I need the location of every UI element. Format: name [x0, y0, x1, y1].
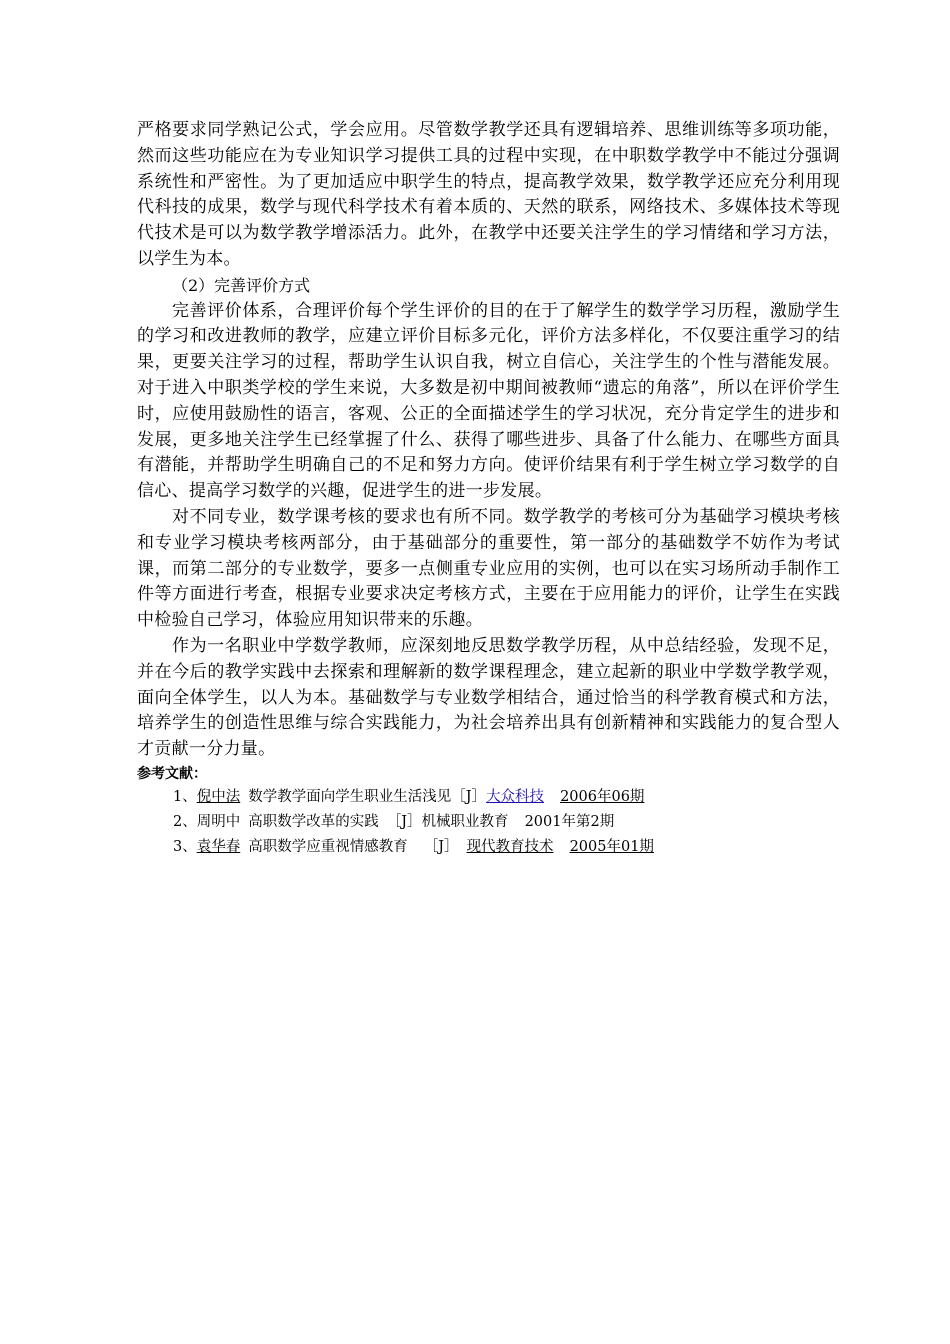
body-paragraph-3: 对不同专业，数学课考核的要求也有所不同。数学教学的考核可分为基础学习模块考核和专业学习模块考核两部分，由于基础部分的重要性，第一部分的基础数学不妨作为考试课，而第二部分的专业数学，要多一点侧重专业应用的实例，也可以在实习场所动手制作工件等方面进行考查，根据专业要求决定考核方式，主要在于应用能力的评价，让学生在实践中检验自己学习，体验应用知识带来的乐趣。 — [137, 506, 840, 631]
reference-type: ［J］ — [451, 788, 487, 805]
reference-title: 数学教学面向学生职业生活浅见 — [248, 788, 452, 805]
reference-journal-link[interactable]: 大众科技 — [486, 788, 545, 805]
reference-number: 3、 — [173, 838, 197, 855]
reference-item-3 — [137, 835, 840, 860]
reference-journal-link[interactable]: 现代教育技术 — [466, 838, 554, 855]
reference-author-link[interactable]: 袁华春 — [196, 838, 241, 855]
reference-title: 高职数学改革的实践 — [248, 813, 379, 830]
reference-number: 2、 — [173, 813, 197, 830]
reference-date-link[interactable]: 2006年06期 — [560, 788, 645, 805]
references-title: 参考文献： — [137, 765, 207, 782]
reference-item-2 — [137, 810, 840, 835]
body-paragraph-4: 作为一名职业中学数学教师，应深刻地反思数学教学历程，从中总结经验，发现不足，并在今后的教学实践中去探索和理解新的数学课程理念，建立起新的职业中学数学教学观，面向全体学生，以人为本。基础数学与专业数学相结合，通过恰当的科学教育模式和方法，培养学生的创造性思维与综合实践能力，为社会培养出具有创新精神和实践能力的复合型人才贡献一分力量。 — [137, 635, 840, 760]
reference-date: 2001年第2期 — [524, 813, 615, 830]
reference-journal: 机械职业教育 — [421, 813, 509, 830]
document-page — [137, 118, 840, 860]
reference-author: 周明中 — [196, 813, 241, 830]
references-list — [137, 785, 840, 860]
section-subheading: （2）完善评价方式 — [172, 275, 311, 295]
reference-type: ［J］ — [386, 813, 422, 830]
reference-type: ［J］ — [423, 838, 459, 855]
reference-item-1 — [137, 785, 840, 810]
reference-author-link[interactable]: 倪中法 — [196, 788, 241, 805]
reference-title: 高职数学应重视情感教育 — [248, 838, 408, 855]
reference-number: 1、 — [173, 788, 197, 805]
reference-date-link[interactable]: 2005年01期 — [569, 838, 654, 855]
body-paragraph-2: 完善评价体系，合理评价每个学生评价的目的在于了解学生的数学学习历程，激励学生的学习和改进教师的教学，应建立评价目标多元化，评价方法多样化，不仅要注重学习的结果，更要关注学习的过程，帮助学生认识自我，树立自信心，关注学生的个性与潜能发展。对于进入中职类学校的学生来说，大多数是初中期间被教师“遗忘的角落”，所以在评价学生时，应使用鼓励性的语言，客观、公正的全面描述学生的学习状况，充分肯定学生的进步和发展，更多地关注学生已经掌握了什么、获得了哪些进步、具备了什么能力、在哪些方面具有潜能，并帮助学生明确自己的不足和努力方向。使评价结果有利于学生树立学习数学的自信心、提高学习数学的兴趣，促进学生的进一步发展。 — [137, 300, 840, 502]
body-paragraph-1: 严格要求同学熟记公式，学会应用。尽管数学教学还具有逻辑培养、思维训练等多项功能，然而这些功能应在为专业知识学习提供工具的过程中实现，在中职数学教学中不能过分强调系统性和严密性。为了更加适应中职学生的特点，提高教学效果，数学教学还应充分利用现代科技的成果，数学与现代科学技术有着本质的、天然的联系，网络技术、多媒体技术等现代技术是可以为数学教学增添活力。此外，在教学中还要关注学生的学习情绪和学习方法，以学生为本。 — [137, 120, 840, 269]
